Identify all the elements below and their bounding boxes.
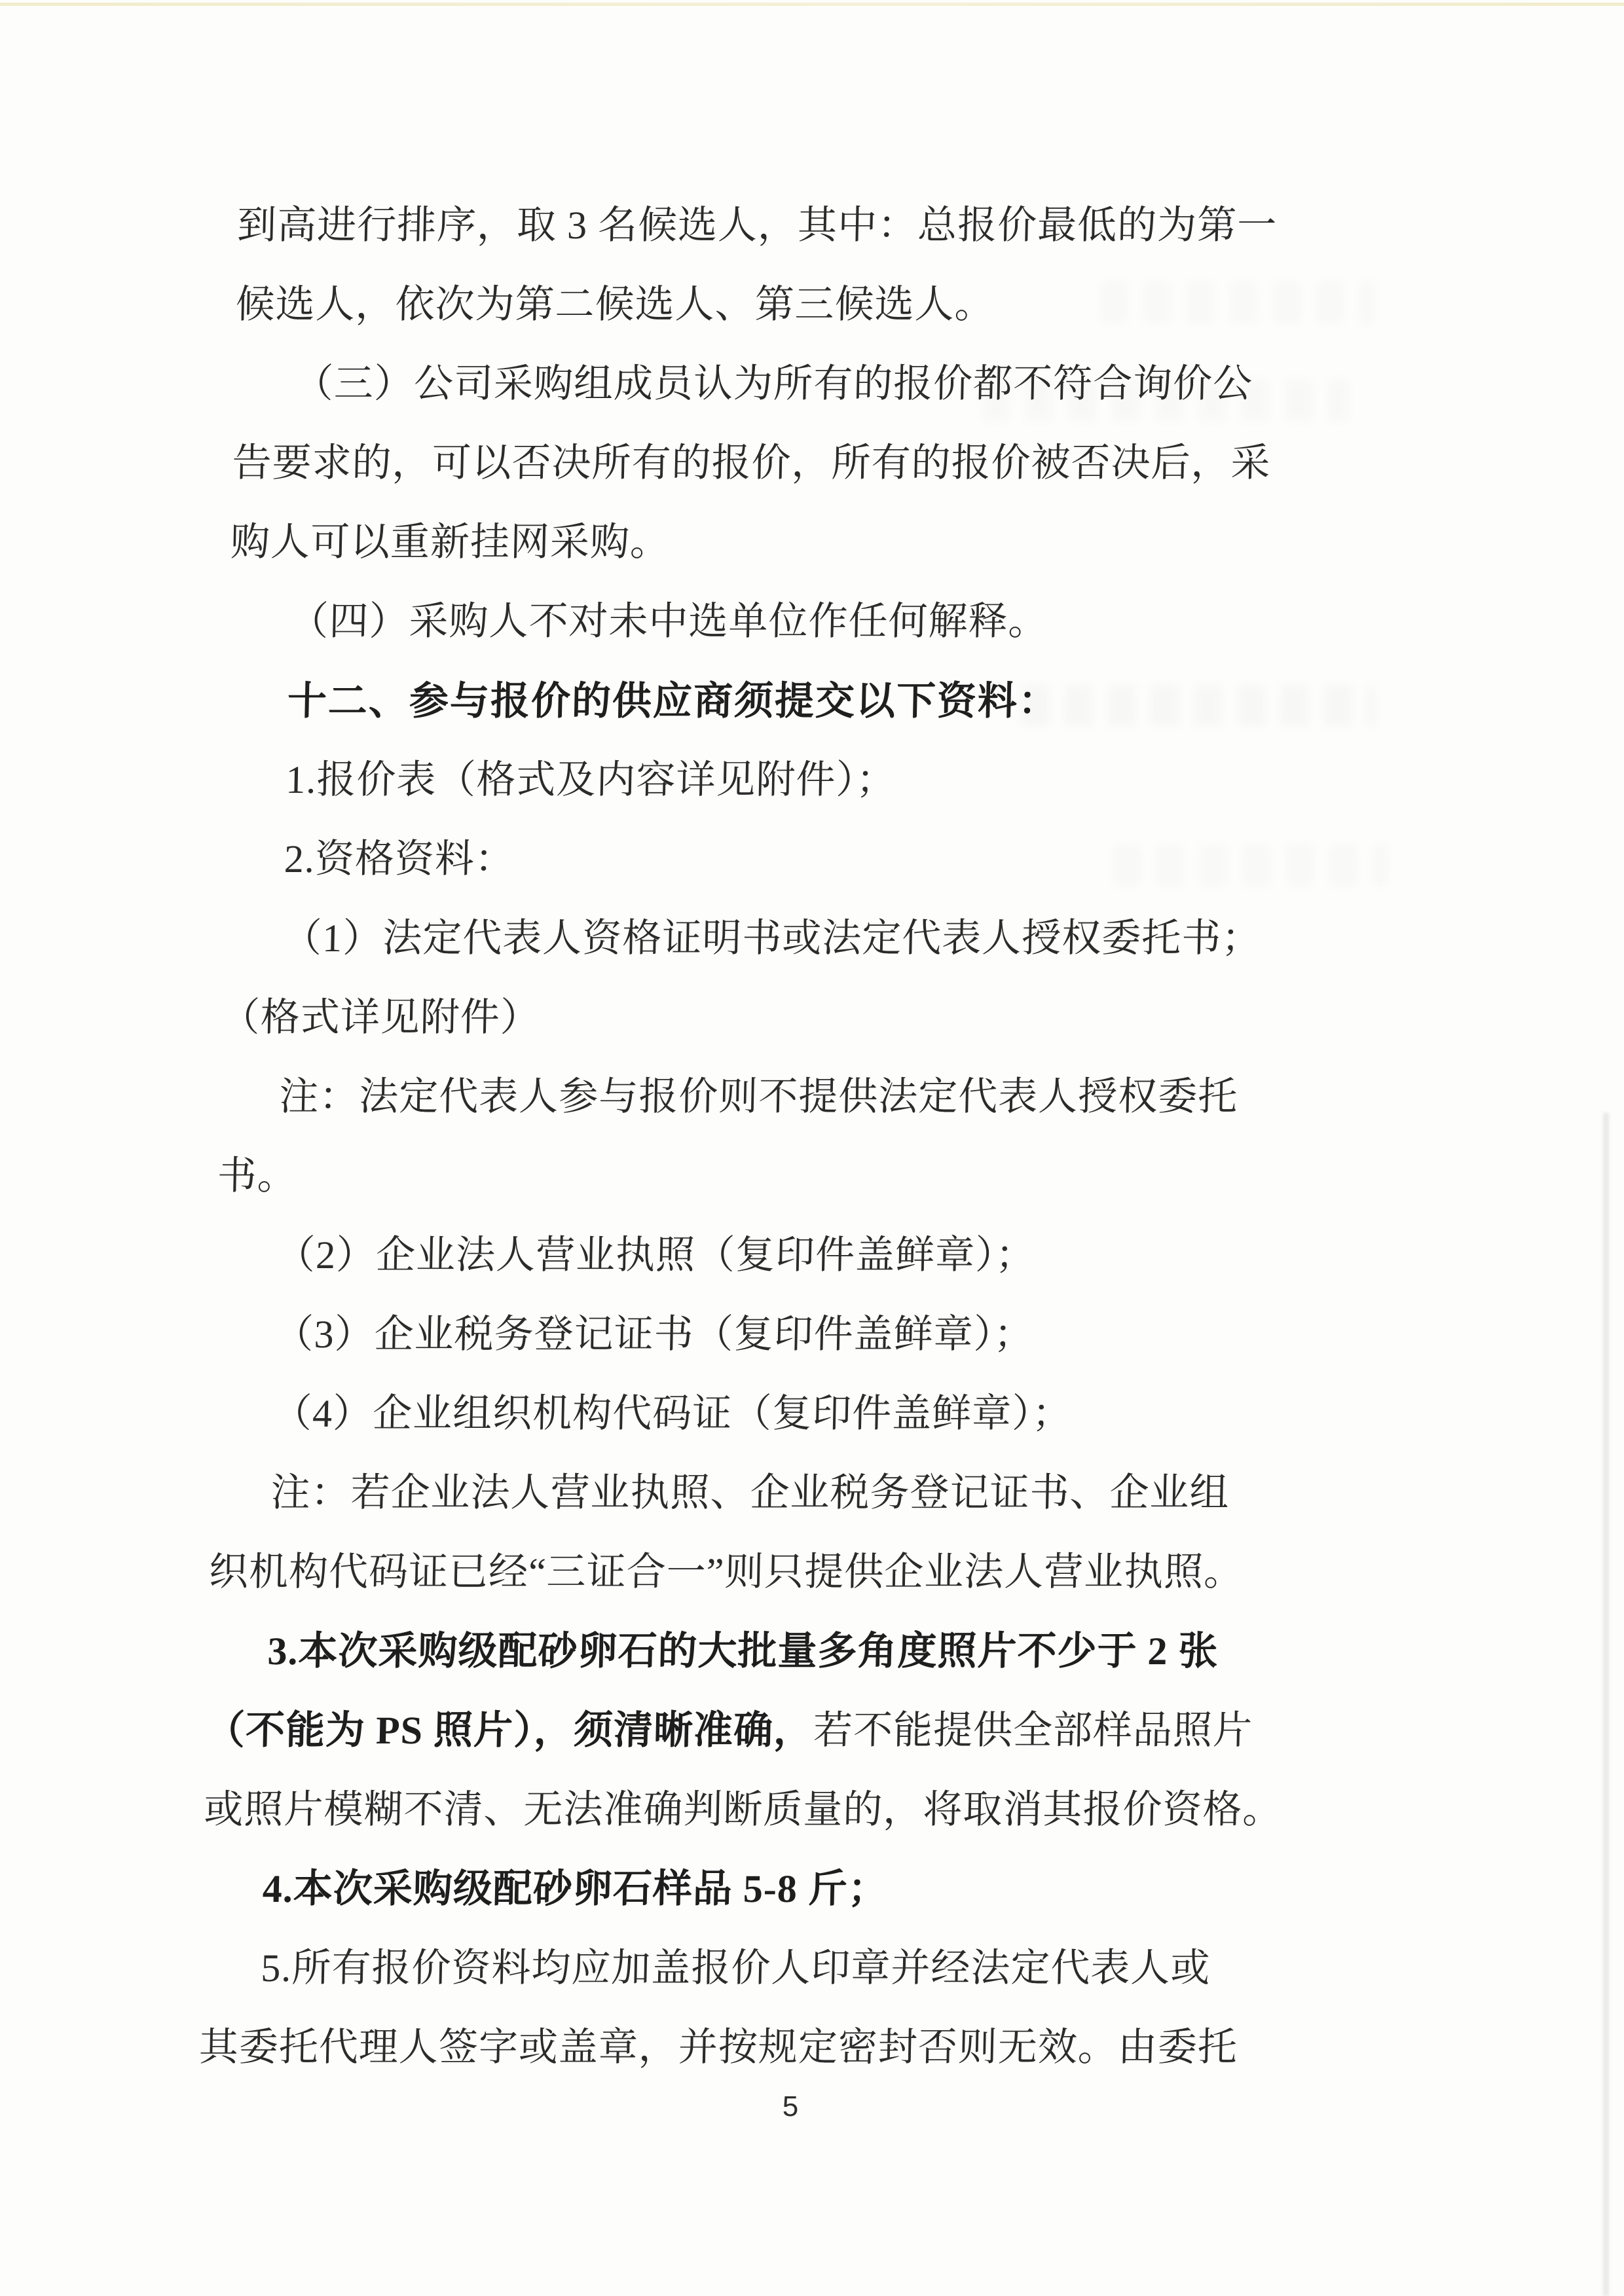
text-segment: （不能为 PS 照片），须清晰准确，	[205, 1709, 814, 1752]
text-segment: 到高进行排序，取 3 名候选人，其中：总报价最低的为第一	[236, 204, 1278, 247]
text-line	[206, 1612, 1321, 1691]
text-line	[233, 344, 1348, 424]
text-segment: 注：法定代表人参与报价则不提供法定代表人授权委托	[278, 1075, 1238, 1118]
text-segment: （三）公司采购组成员认为所有的报价都不符合询价公	[293, 362, 1253, 405]
text-line	[227, 661, 1342, 740]
text-segment: 十二、参与报价的供应商须提交以下资料：	[287, 679, 1060, 723]
text-line	[231, 424, 1346, 503]
document-body	[198, 186, 1352, 2087]
text-segment: 购人可以重新挂网采购。	[230, 520, 671, 564]
text-segment: 若不能提供全部样品照片	[813, 1709, 1253, 1752]
text-segment: 2.资格资料：	[284, 837, 515, 881]
text-line	[230, 503, 1345, 582]
text-line	[215, 1216, 1330, 1295]
text-line	[225, 740, 1340, 820]
text-line	[208, 1533, 1323, 1612]
text-segment: 书。	[217, 1154, 298, 1197]
text-line	[203, 1770, 1318, 1850]
text-segment: 候选人，依次为第二候选人、第三候选人。	[234, 283, 995, 326]
text-line	[221, 899, 1337, 978]
text-line	[220, 978, 1335, 1057]
page-number: 5	[782, 2090, 799, 2123]
scan-edge-artifact	[0, 3, 1624, 6]
scan-shadow-artifact	[1603, 1113, 1609, 2296]
text-segment: （3）企业税务登记证书（复印件盖鲜章）；	[273, 1313, 1035, 1356]
text-segment: 或照片模糊不清、无法准确判断质量的，将取消其报价资格。	[203, 1788, 1283, 1831]
text-segment: （格式详见附件）	[220, 996, 541, 1039]
text-segment: （4）企业组织机构代码证（复印件盖鲜章）；	[272, 1392, 1073, 1435]
text-line	[212, 1374, 1327, 1453]
text-line	[205, 1691, 1320, 1770]
text-segment: 织机构代码证已经“三证合一”则只提供企业法人营业执照。	[208, 1550, 1245, 1594]
text-line	[223, 820, 1338, 899]
text-line	[210, 1453, 1325, 1533]
text-segment: 3.本次采购级配砂卵石的大批量多角度照片不少于 2 张	[267, 1630, 1219, 1673]
text-segment: 4.本次采购级配砂卵石样品 5-8 斤；	[262, 1867, 889, 1910]
text-segment: 其委托代理人签字或盖章，并按规定密封否则无效。由委托	[198, 2026, 1238, 2069]
text-line	[216, 1137, 1331, 1216]
text-line	[234, 265, 1350, 344]
text-segment: （1）法定代表人资格证明书或法定代表人授权委托书；	[282, 917, 1263, 960]
text-segment: 告要求的，可以否决所有的报价，所有的报价被否决后，采	[231, 441, 1272, 484]
text-segment: 注：若企业法人营业执照、企业税务登记证书、企业组	[270, 1471, 1230, 1514]
text-line	[198, 2008, 1314, 2087]
text-segment: 1.报价表（格式及内容详见附件）；	[285, 758, 897, 801]
text-line	[228, 582, 1343, 661]
text-line	[202, 1850, 1317, 1929]
text-line	[213, 1295, 1328, 1374]
text-line	[218, 1057, 1333, 1137]
text-line	[200, 1929, 1315, 2008]
text-segment: （2）企业法人营业执照（复印件盖鲜章）；	[275, 1233, 1036, 1277]
text-segment: （四）采购人不对未中选单位作任何解释。	[288, 600, 1049, 643]
text-segment: 5.所有报价资料均应加盖报价人印章并经法定代表人或	[260, 1946, 1211, 1990]
text-line	[236, 186, 1352, 265]
